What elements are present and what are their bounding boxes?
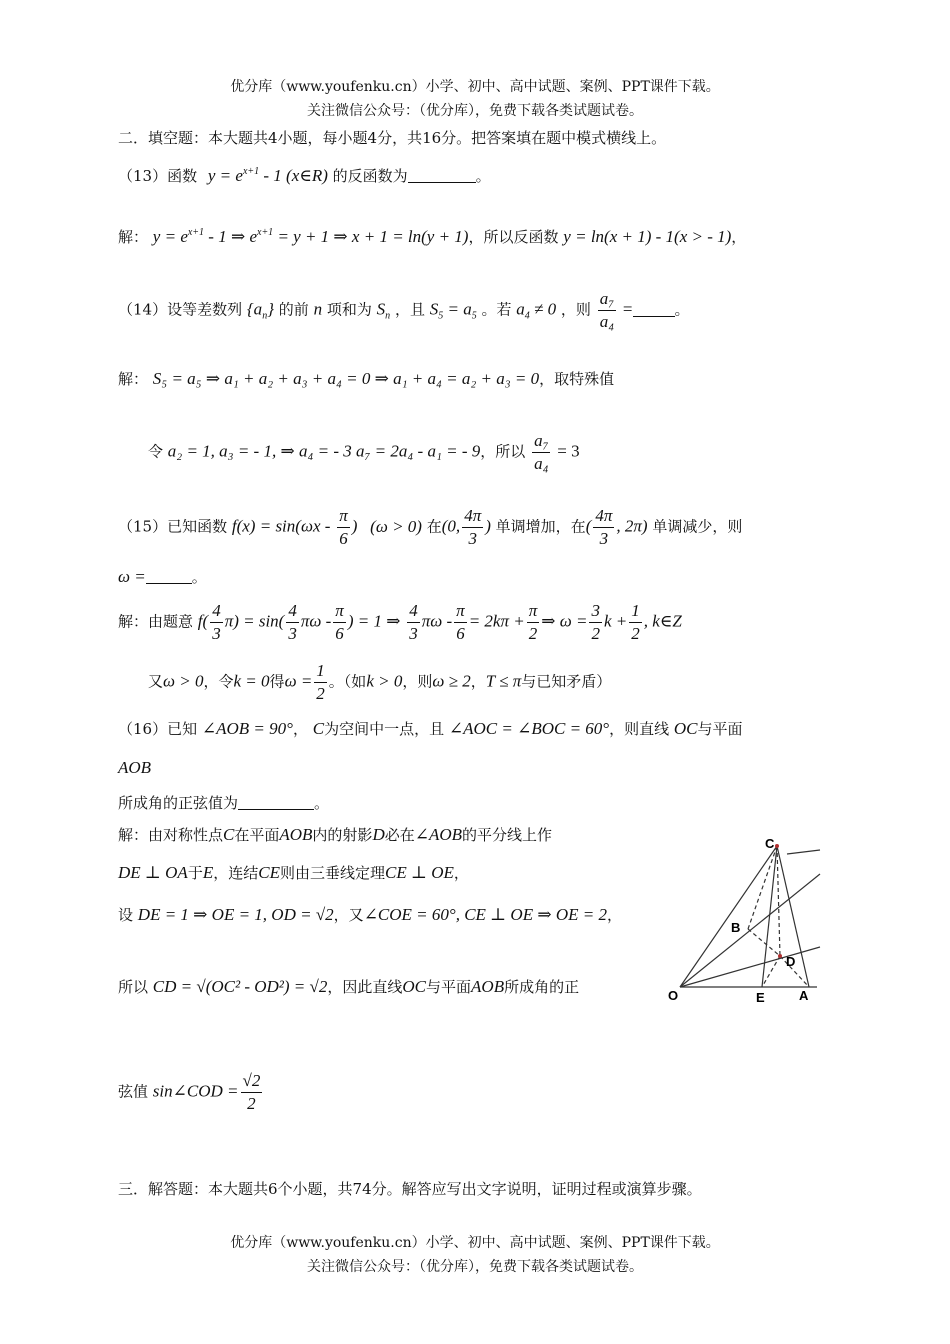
q15-solution-line1 bbox=[118, 600, 682, 645]
q14-seq-close: } bbox=[267, 299, 274, 319]
q16-sol4-t2: ，因此直线 bbox=[327, 978, 403, 996]
point-D bbox=[778, 954, 782, 958]
q14-frac-den: a₄ bbox=[599, 312, 615, 331]
q15-sol-m6: ⇒ ω = bbox=[541, 611, 588, 631]
q15-sol-frac2-num: 4 bbox=[286, 600, 299, 623]
q16-sol4-t1: 所以 bbox=[118, 978, 149, 996]
q16-t4: 与平面 bbox=[697, 720, 743, 738]
q15-sol-frac6-den: 2 bbox=[528, 624, 538, 643]
q15-sol-frac8-num: 1 bbox=[629, 600, 642, 623]
q15-end: 。 bbox=[191, 568, 207, 586]
q14-answer-blank bbox=[633, 302, 675, 317]
q15-sol-frac5 bbox=[454, 600, 467, 645]
q15-sol2-m1: ω > 0 bbox=[163, 671, 204, 691]
q14-sol-label: 解： bbox=[118, 370, 149, 388]
q14-seq-sub: n bbox=[262, 310, 268, 322]
q14-cond-sub1: 5 bbox=[438, 310, 444, 322]
q15-sol-frac7-num: 3 bbox=[589, 600, 602, 623]
q15-sol2-frac-num: 1 bbox=[314, 660, 327, 683]
q16-m2: ∠AOC = ∠BOC = 60° bbox=[448, 719, 610, 738]
q15-solution-line2 bbox=[148, 660, 611, 705]
q13-tail: - 1 (x∈R) bbox=[259, 166, 328, 185]
q15-pi6 bbox=[337, 505, 350, 550]
q14-text3: ，且 bbox=[394, 300, 425, 319]
line-OC bbox=[680, 846, 777, 987]
q14-a4-tail: ≠ 0 bbox=[529, 299, 557, 319]
q16-t1: ， bbox=[292, 720, 308, 738]
q15-sol-frac6 bbox=[527, 600, 540, 645]
q14-frac-num: a₇ bbox=[598, 288, 616, 311]
q15-sol-m8: , k∈Z bbox=[643, 611, 682, 631]
q16-sol1-t2: 在平面 bbox=[234, 826, 280, 844]
q14-text5: ，则 bbox=[560, 300, 591, 319]
q15-sol-frac4-den: 3 bbox=[409, 624, 418, 643]
q14-eq: = bbox=[622, 299, 633, 319]
q15-sol2-m3: ω = bbox=[284, 671, 313, 691]
q15-sol-frac1 bbox=[210, 600, 223, 645]
q15-sol2-m4: k > 0 bbox=[366, 671, 403, 691]
q14-label: （14）设等差数列 bbox=[118, 300, 243, 319]
q16-solution-line2 bbox=[118, 862, 469, 883]
q16-question bbox=[118, 718, 743, 739]
q16-sol5-m1: sin∠COD = bbox=[152, 1081, 239, 1101]
q15-sol-frac3 bbox=[333, 600, 346, 645]
q13-sol-text: 所以反函数 bbox=[483, 228, 559, 246]
q13-answer-blank bbox=[408, 168, 476, 183]
q13-end: 。 bbox=[475, 167, 491, 185]
q14-text2: 项和为 bbox=[326, 300, 372, 319]
q16-sol2-CE: CE bbox=[258, 863, 280, 882]
q16-solution-line4 bbox=[118, 976, 579, 997]
q15-int2-open: ( bbox=[585, 516, 592, 536]
q14-text1: 的前 bbox=[278, 300, 309, 319]
q15-sol-frac5-num: π bbox=[454, 600, 467, 623]
q15-close: ) bbox=[351, 516, 358, 536]
q16-sol3-m1: DE = 1 ⇒ OE = 1, OD = √2 bbox=[137, 905, 334, 924]
point-C bbox=[775, 844, 779, 848]
q13-sol-label: 解： bbox=[118, 228, 149, 246]
q15-sol2-m5: ω ≥ 2 bbox=[432, 671, 471, 691]
q15-sol-frac5-den: 6 bbox=[456, 624, 465, 643]
line-BD-dashed bbox=[748, 929, 780, 956]
q14-sol-frac-den: a₄ bbox=[534, 454, 549, 473]
q14-S-sub: n bbox=[385, 310, 391, 322]
q15-sol-frac6-num: π bbox=[527, 600, 540, 623]
q15-sol2-t2: 得 bbox=[269, 672, 285, 691]
q16-AOB-line bbox=[118, 758, 151, 778]
q16-OC: OC bbox=[673, 719, 698, 738]
q15-sol2-t3: 。（如 bbox=[328, 672, 367, 691]
q16-solution-line3 bbox=[118, 904, 622, 925]
q14-question bbox=[118, 288, 690, 333]
q15-sol-m3: ) = 1 ⇒ bbox=[347, 611, 401, 631]
line-top-edge bbox=[787, 850, 820, 854]
q15-func: f(x) = sin(ωx - bbox=[231, 516, 331, 536]
q14-end: 。 bbox=[674, 300, 690, 319]
q15-text2: 单调增加，在 bbox=[495, 517, 586, 536]
q16-sol1-ang: ∠AOB bbox=[414, 825, 463, 844]
q13-sol-math3: = y + 1 ⇒ x + 1 = ln(y + 1) bbox=[273, 227, 469, 246]
q16-t3: ，则直线 bbox=[609, 720, 670, 738]
q15-sol-m7: k + bbox=[603, 611, 628, 631]
q15-int2-close: , 2π) bbox=[616, 516, 648, 536]
q15-answer-line bbox=[118, 566, 207, 587]
q16-solution-line5 bbox=[118, 1070, 264, 1115]
q15-sol-frac2 bbox=[286, 600, 299, 645]
q13-sol-comma: ， bbox=[468, 228, 484, 246]
q16-sol3-she: 设 bbox=[118, 906, 134, 924]
q16-AOB: AOB bbox=[118, 758, 152, 777]
q15-answer-blank bbox=[146, 569, 192, 584]
q15-sol-frac8-den: 2 bbox=[631, 624, 640, 643]
q14-sol-eq: = 3 bbox=[557, 441, 580, 461]
q16-label: （16）已知 bbox=[118, 720, 198, 738]
q15-label: （15）已知函数 bbox=[118, 517, 228, 536]
q15-sol-f: f( bbox=[197, 611, 209, 631]
q13-question bbox=[118, 165, 491, 186]
label-E: E bbox=[756, 990, 765, 1005]
q14-sol-fraction bbox=[532, 430, 550, 475]
q13-label: （13）函数 bbox=[118, 167, 198, 185]
label-O: O bbox=[668, 988, 679, 1003]
q14-sol-text1: ，取特殊值 bbox=[539, 370, 615, 388]
label-A: A bbox=[799, 988, 809, 1003]
q16-sol4-AOB: AOB bbox=[471, 977, 505, 996]
q15-int2-den: 3 bbox=[599, 529, 609, 548]
q14-sol-line2: a₂ = 1, a₃ = - 1, ⇒ a₄ = - 3 a₇ = 2a₄ - a₁ = - 9 bbox=[167, 441, 481, 461]
q15-sol-m5: = 2kπ + bbox=[468, 611, 525, 631]
q15-int2-frac bbox=[593, 505, 614, 550]
q15-text3: 单调减少，则 bbox=[652, 517, 743, 536]
q15-sol-m1: π) = sin( bbox=[224, 611, 285, 631]
q14-n: n bbox=[313, 299, 323, 319]
q16-sol4-m1: CD = √(OC² - OD²) = √2 bbox=[152, 977, 328, 996]
q15-sol-frac2-den: 3 bbox=[288, 624, 297, 643]
q15-sol2-m6: T ≤ π bbox=[485, 671, 522, 691]
q15-sol2-t4: ，则 bbox=[402, 672, 433, 691]
q13-sol-math4: y = ln(x + 1) - 1(x > - 1) bbox=[563, 227, 732, 246]
q14-a4-sub: 4 bbox=[524, 310, 530, 322]
line-CD-dashed bbox=[777, 846, 780, 956]
q14-sol-text2: ，所以 bbox=[480, 442, 526, 461]
label-C: C bbox=[765, 836, 775, 851]
q15-sol2-t6: 与已知矛盾） bbox=[521, 672, 612, 691]
q16-sol2-t3: 则由三垂线定理 bbox=[279, 864, 385, 882]
q16-sol4-t4: 所成角的正 bbox=[504, 978, 580, 996]
q16-sol1-t1: 解：由对称性点 bbox=[118, 826, 224, 844]
q16-m1: ∠AOB = 90° bbox=[201, 719, 293, 738]
q15-sol2-frac bbox=[314, 660, 327, 705]
q15-six: 6 bbox=[339, 529, 348, 548]
q13-sol-exp1: x+1 bbox=[187, 227, 205, 238]
q14-sol-line1: S₅ = a₅ ⇒ a₁ + a₂ + a₃ + a₄ = 0 ⇒ a₁ + a₄ = a₂ + a₃ = 0 bbox=[152, 369, 540, 388]
q16-sol1-t4: 必在 bbox=[384, 826, 415, 844]
page-header-line1: 优分库（www.youfenku.cn）小学、初中、高中试题、案例、PPT课件下载。 bbox=[230, 79, 720, 95]
q14-sol-frac-num: a₇ bbox=[532, 430, 550, 453]
q16-sol5-den: 2 bbox=[247, 1094, 256, 1113]
q15-int2-num: 4π bbox=[593, 505, 614, 528]
q14-solution-line1 bbox=[118, 368, 614, 389]
q16-sol5-num: √2 bbox=[241, 1070, 263, 1093]
q15-sol2-t5: ， bbox=[470, 672, 486, 691]
q15-sol-frac3-den: 6 bbox=[335, 624, 344, 643]
q15-sol-frac4 bbox=[407, 600, 420, 645]
q15-text1: 在 bbox=[426, 517, 442, 536]
q15-int1-open: (0, bbox=[441, 516, 461, 536]
q15-pi: π bbox=[337, 505, 350, 528]
q14-solution-line2 bbox=[148, 430, 580, 475]
q16-t2: 为空间中一点，且 bbox=[324, 720, 445, 738]
q15-sol-frac1-num: 4 bbox=[210, 600, 223, 623]
label-B: B bbox=[731, 920, 741, 935]
q14-cond-sub2: 5 bbox=[471, 310, 477, 322]
q16-sol5-frac bbox=[241, 1070, 263, 1115]
q15-sol2-frac-den: 2 bbox=[316, 684, 325, 703]
q16-sol3-m2: ∠COE = 60°, CE ⊥ OE ⇒ OE = 2 bbox=[363, 905, 607, 924]
page-header-line2: 关注微信公众号：（优分库），免费下载各类试题试卷。 bbox=[307, 103, 643, 119]
q16-sol2-t1: 于 bbox=[187, 864, 203, 882]
q15-omega: ω = bbox=[118, 567, 146, 586]
q16-sol1-t3: 内的射影 bbox=[312, 826, 373, 844]
q13-sol-end: ， bbox=[731, 228, 747, 246]
q16-end: 。 bbox=[314, 794, 330, 812]
q15-sol-frac1-den: 3 bbox=[212, 624, 221, 643]
q16-sol4-OC: OC bbox=[402, 977, 427, 996]
q15-sol2-t1: ，令 bbox=[203, 672, 234, 691]
q15-sol-m4: πω - bbox=[421, 611, 453, 631]
q16-line2 bbox=[118, 792, 329, 813]
q16-sol3-t2: ， bbox=[606, 906, 622, 924]
q13-sol-math2: - 1 ⇒ e bbox=[204, 227, 257, 246]
geometry-diagram bbox=[662, 832, 822, 1012]
section2-title: 二．填空题：本大题共4小题，每小题4分，共16分。把答案填在题中模式横线上。 bbox=[118, 129, 667, 147]
q16-sol2-t2: ，连结 bbox=[213, 864, 259, 882]
q16-sol5-t1: 弦值 bbox=[118, 1082, 149, 1101]
label-D: D bbox=[786, 954, 796, 969]
q15-sol2-you: 又 bbox=[148, 672, 164, 691]
q15-sol-frac3-num: π bbox=[333, 600, 346, 623]
q16-sol1-D: D bbox=[372, 825, 385, 844]
q16-answer-blank bbox=[238, 795, 314, 810]
q14-cond-mid: = a bbox=[443, 299, 472, 319]
q15-sol-label: 解：由题意 bbox=[118, 612, 194, 631]
q15-sol-frac7 bbox=[589, 600, 602, 645]
q15-int1-close: ) bbox=[485, 516, 491, 536]
q13-exp: x+1 bbox=[242, 166, 260, 177]
q15-question bbox=[118, 505, 742, 550]
q16-solution-line1 bbox=[118, 824, 552, 845]
q13-text2: 的反函数为 bbox=[332, 167, 408, 185]
q15-cond: (ω > 0) bbox=[370, 516, 422, 536]
page-footer-line1: 优分库（www.youfenku.cn）小学、初中、高中试题、案例、PPT课件下载。 bbox=[230, 1235, 720, 1251]
q15-sol2-m2: k = 0 bbox=[233, 671, 270, 691]
q14-S: S bbox=[376, 299, 386, 319]
q16-sol3-t1: ，又 bbox=[333, 906, 364, 924]
q16-line2-text: 所成角的正弦值为 bbox=[118, 794, 239, 812]
q15-sol-frac4-num: 4 bbox=[407, 600, 420, 623]
q13-sol-exp2: x+1 bbox=[257, 227, 274, 238]
q16-sol1-t5: 的平分线上作 bbox=[462, 826, 553, 844]
q15-sol-frac7-den: 2 bbox=[591, 624, 600, 643]
q16-sol2-t4: ， bbox=[453, 864, 469, 882]
q16-sol2-m1: DE ⊥ OA bbox=[118, 863, 188, 882]
q15-int1-num: 4π bbox=[462, 505, 483, 528]
q16-sol4-t3: 与平面 bbox=[426, 978, 472, 996]
q16-sol2-E: E bbox=[202, 863, 214, 882]
q14-a4: a bbox=[516, 299, 525, 319]
q13-solution bbox=[118, 226, 746, 247]
page-footer-line2: 关注微信公众号：（优分库），免费下载各类试题试卷。 bbox=[307, 1259, 643, 1275]
q16-sol2-m2: CE ⊥ OE bbox=[384, 863, 454, 882]
q16-sol1-AOB: AOB bbox=[279, 825, 313, 844]
q14-sol-ling: 令 bbox=[148, 442, 164, 461]
q14-text4: 。若 bbox=[481, 300, 512, 319]
q15-sol-m2: πω - bbox=[300, 611, 332, 631]
q14-cond: S bbox=[429, 299, 439, 319]
q13-func: y = e bbox=[207, 166, 243, 185]
q13-sol-math1: y = e bbox=[152, 227, 188, 246]
section3-title: 三．解答题：本大题共6个小题，共74分。解答应写出文字说明，证明过程或演算步骤。 bbox=[118, 1180, 702, 1198]
q14-fraction bbox=[598, 288, 616, 333]
line-OD-ray bbox=[680, 947, 820, 987]
q16-C: C bbox=[312, 719, 325, 738]
q14-seq: {a bbox=[246, 299, 263, 319]
q16-sol1-C: C bbox=[223, 825, 235, 844]
q15-sol-frac8 bbox=[629, 600, 642, 645]
q15-int1-den: 3 bbox=[468, 529, 477, 548]
q15-int1-frac bbox=[462, 505, 483, 550]
